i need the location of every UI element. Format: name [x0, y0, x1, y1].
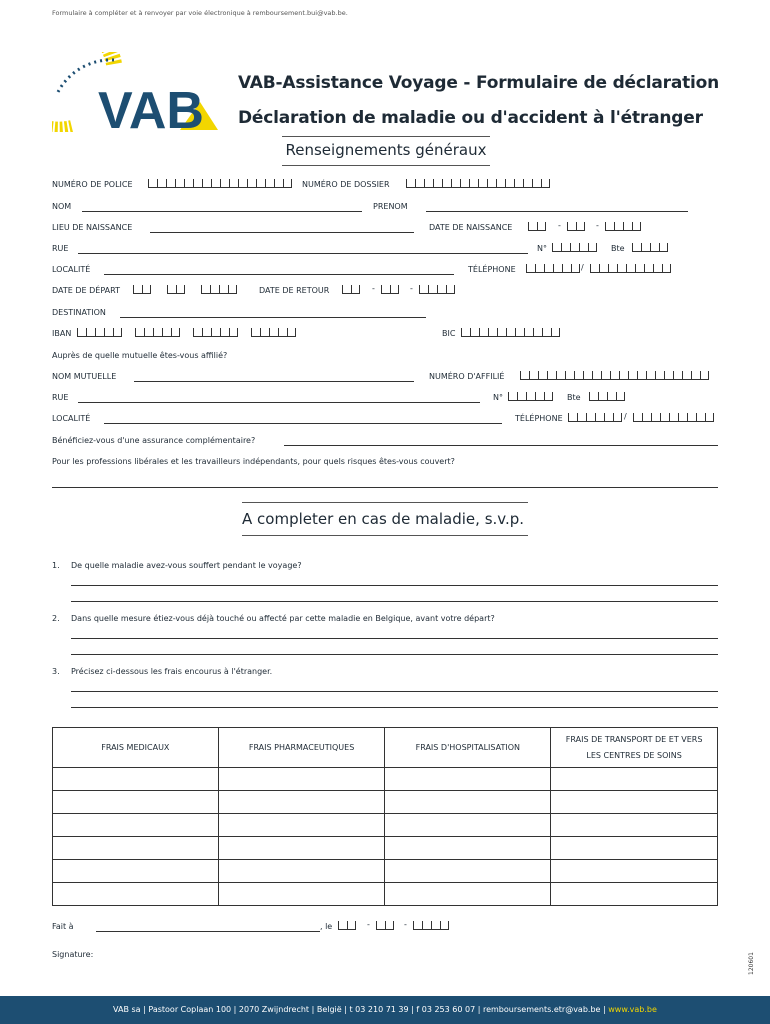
form-title: VAB-Assistance Voyage - Formulaire de déclaration	[238, 73, 720, 93]
label-mutual-name: NOM MUTUELLE	[52, 372, 117, 381]
sign-day-field[interactable]	[338, 921, 356, 930]
label-street-2: RUE	[52, 393, 69, 402]
departure-year-field[interactable]	[201, 285, 237, 294]
label-supplementary-insurance: Bénéficiez-vous d'une assurance complémentaire?	[52, 436, 256, 445]
label-signature: Signature:	[52, 950, 94, 959]
birth-month-field[interactable]	[567, 222, 585, 231]
separator: /	[581, 263, 584, 272]
answer-line[interactable]	[71, 601, 718, 602]
table-row	[53, 883, 718, 906]
label-policy-number: NUMÉRO DE POLICE	[52, 180, 133, 189]
answer-line[interactable]	[71, 691, 718, 692]
table-cell[interactable]	[551, 814, 718, 837]
col-header-hospitalisation: FRAIS D'HOSPITALISATION	[385, 728, 551, 768]
footer-website-link[interactable]: www.vab.be	[608, 1005, 657, 1014]
mutual-name-field[interactable]	[134, 381, 414, 382]
label-last-name: NOM	[52, 202, 72, 211]
col-header-pharmaceutical: FRAIS PHARMACEUTIQUES	[218, 728, 385, 768]
table-cell[interactable]	[53, 791, 219, 814]
place-field[interactable]	[96, 931, 320, 932]
logo-text: VAB	[98, 82, 204, 132]
label-birth-date: DATE DE NAISSANCE	[429, 223, 513, 232]
table-cell[interactable]	[53, 883, 219, 906]
label-box: Bte	[611, 244, 625, 253]
table-cell[interactable]	[551, 883, 718, 906]
label-city-2: LOCALITÉ	[52, 414, 91, 423]
label-bic: BIC	[442, 329, 456, 338]
destination-field[interactable]	[120, 317, 426, 318]
table-cell[interactable]	[385, 814, 551, 837]
costs-table	[52, 727, 718, 906]
divider	[282, 165, 490, 166]
table-cell[interactable]	[385, 791, 551, 814]
phone-prefix-field[interactable]	[526, 264, 580, 273]
table-cell[interactable]	[551, 860, 718, 883]
departure-month-field[interactable]	[167, 285, 185, 294]
table-cell[interactable]	[385, 768, 551, 791]
label-member-number: NUMÉRO D'AFFILIÉ	[429, 372, 505, 381]
mutual-question: Auprès de quelle mutuelle êtes-vous affilié?	[52, 351, 228, 360]
iban-group-4[interactable]	[251, 328, 296, 337]
birthplace-field[interactable]	[150, 232, 414, 233]
box-field-2[interactable]	[589, 392, 625, 401]
table-cell[interactable]	[551, 791, 718, 814]
label-file-number: NUMÉRO DE DOSSIER	[302, 180, 390, 189]
answer-line[interactable]	[71, 638, 718, 639]
question-prior-condition: Dans quelle mesure étiez-vous déjà touché ou affecté par cette maladie en Belgique, avant votre départ?	[71, 614, 495, 623]
footer-bar	[0, 996, 770, 1024]
label-street: RUE	[52, 244, 69, 253]
section-title-general: Renseignements généraux	[285, 141, 487, 159]
separator: -	[372, 284, 375, 293]
table-cell[interactable]	[218, 860, 385, 883]
table-cell[interactable]	[218, 768, 385, 791]
separator: -	[410, 284, 413, 293]
table-row	[53, 837, 718, 860]
label-birthplace: LIEU DE NAISSANCE	[52, 223, 133, 232]
return-day-field[interactable]	[342, 285, 360, 294]
question-illness: De quelle maladie avez-vous souffert pendant le voyage?	[71, 561, 302, 570]
phone-prefix-field-2[interactable]	[568, 413, 622, 422]
table-cell[interactable]	[53, 814, 219, 837]
footer-contact: VAB sa | Pastoor Coplaan 100 | 2070 Zwijndrecht | België | t 03 210 71 39 | f 03 253 60 07 | remboursements.etr@vab.be |	[113, 1005, 609, 1014]
table-cell[interactable]	[385, 860, 551, 883]
street-field-2[interactable]	[78, 402, 480, 403]
vab-logo	[52, 52, 218, 132]
document-code: 120601	[748, 952, 755, 975]
street-field[interactable]	[78, 253, 528, 254]
separator: -	[404, 920, 407, 929]
birth-year-field[interactable]	[605, 222, 641, 231]
iban-group-1[interactable]	[77, 328, 122, 337]
city-field-2[interactable]	[104, 423, 502, 424]
separator: /	[624, 412, 627, 421]
label-return-date: DATE DE RETOUR	[259, 286, 330, 295]
divider	[242, 502, 528, 503]
table-cell[interactable]	[218, 791, 385, 814]
separator: -	[558, 221, 561, 230]
table-header-row	[53, 728, 718, 768]
return-year-field[interactable]	[419, 285, 455, 294]
label-phone-2: TÉLÉPHONE	[515, 414, 563, 423]
answer-line[interactable]	[71, 707, 718, 708]
label-city: LOCALITÉ	[52, 265, 91, 274]
first-name-field[interactable]	[426, 211, 688, 212]
separator: -	[367, 920, 370, 929]
table-row	[53, 768, 718, 791]
city-field[interactable]	[104, 274, 454, 275]
question-number: 3.	[52, 667, 60, 676]
member-number-field[interactable]	[520, 371, 709, 380]
table-row	[53, 814, 718, 837]
sign-month-field[interactable]	[376, 921, 394, 930]
return-month-field[interactable]	[381, 285, 399, 294]
label-box-2: Bte	[567, 393, 581, 402]
label-house-number: N°	[537, 244, 547, 253]
answer-line[interactable]	[71, 654, 718, 655]
label-first-name: PRENOM	[373, 202, 408, 211]
separator: -	[596, 221, 599, 230]
table-cell[interactable]	[218, 814, 385, 837]
file-number-field[interactable]	[406, 179, 550, 188]
question-number: 2.	[52, 614, 60, 623]
phone-number-field[interactable]	[590, 264, 671, 273]
house-number-field-2[interactable]	[508, 392, 553, 401]
supplementary-insurance-field[interactable]	[284, 445, 718, 446]
table-cell[interactable]	[218, 837, 385, 860]
label-house-number-2: N°	[493, 393, 503, 402]
iban-group-2[interactable]	[135, 328, 180, 337]
table-cell[interactable]	[53, 837, 219, 860]
table-cell[interactable]	[218, 883, 385, 906]
question-number: 1.	[52, 561, 60, 570]
table-cell[interactable]	[53, 860, 219, 883]
table-row	[53, 791, 718, 814]
table-cell[interactable]	[385, 837, 551, 860]
answer-line[interactable]	[71, 585, 718, 586]
table-cell[interactable]	[551, 768, 718, 791]
last-name-field[interactable]	[82, 211, 362, 212]
table-row	[53, 860, 718, 883]
col-header-transport: FRAIS DE TRANSPORT DE ET VERS LES CENTRES DE SOINS	[551, 728, 718, 768]
form-subtitle: Déclaration de maladie ou d'accident à l'étranger	[238, 108, 703, 128]
phone-number-field-2[interactable]	[633, 413, 714, 422]
divider	[242, 535, 528, 536]
bic-field[interactable]	[461, 328, 560, 337]
label-date: , le	[320, 922, 333, 931]
policy-number-field[interactable]	[148, 179, 292, 188]
label-departure-date: DATE DE DÉPART	[52, 286, 120, 295]
independent-coverage-field[interactable]	[52, 487, 718, 488]
section-title-illness: A completer en cas de maladie, s.v.p.	[242, 510, 525, 528]
label-independent-coverage: Pour les professions libérales et les travailleurs indépendants, pour quels risques êtes-vous couvert?	[52, 457, 455, 466]
birth-day-field[interactable]	[528, 222, 546, 231]
table-cell[interactable]	[551, 837, 718, 860]
table-cell[interactable]	[53, 768, 219, 791]
iban-group-3[interactable]	[193, 328, 238, 337]
label-iban: IBAN	[52, 329, 72, 338]
divider	[282, 136, 490, 137]
col-header-medical: FRAIS MEDICAUX	[53, 728, 219, 768]
question-costs: Précisez ci-dessous les frais encourus à l'étranger.	[71, 667, 273, 676]
sign-year-field[interactable]	[413, 921, 449, 930]
label-destination: DESTINATION	[52, 308, 106, 317]
box-field[interactable]	[632, 243, 668, 252]
table-cell[interactable]	[385, 883, 551, 906]
top-instruction-note: Formulaire à compléter et à renvoyer par voie électronique à remboursement.bui@vab.be.	[52, 9, 348, 17]
label-phone: TÉLÉPHONE	[468, 265, 516, 274]
house-number-field[interactable]	[552, 243, 597, 252]
label-place: Fait à	[52, 922, 74, 931]
departure-day-field[interactable]	[133, 285, 151, 294]
